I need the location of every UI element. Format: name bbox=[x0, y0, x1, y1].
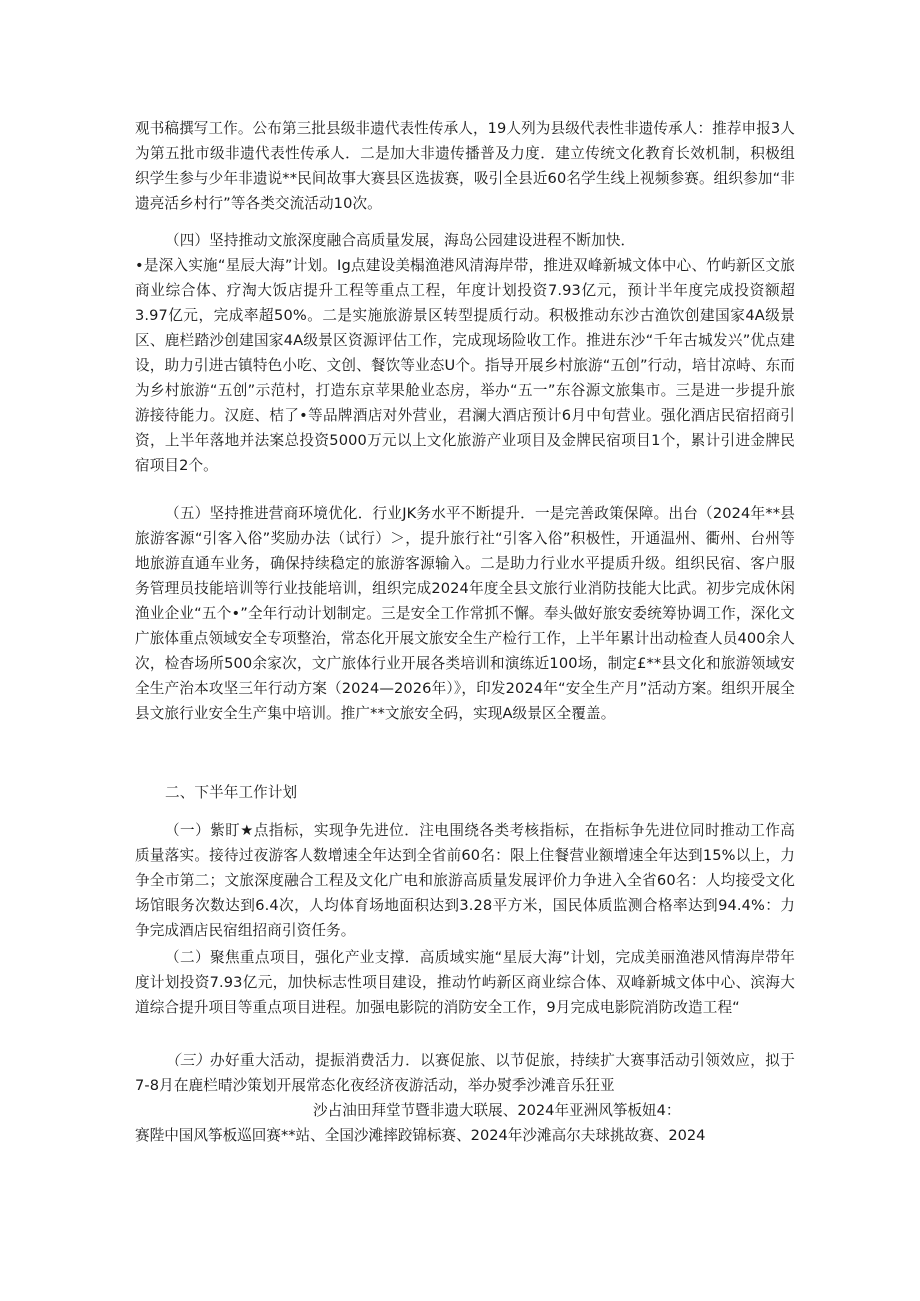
section-four-heading: （四）坚持推动文旅深度融合高质量发展，海岛公园建设进程不断加快． bbox=[165, 232, 636, 249]
paragraph-section-four bbox=[135, 228, 795, 478]
paragraph-heritage-work: 观书稿撰写工作。公布第三批县级非遗代表性传承人，19人列为县级代表性非遗传承人：推荐申报3人为第五批市级非遗代表性传承人．二是加大非遗传播普及力度．建立传统文化教育长效机制，积极组织学生参与少年非遗说**民间故事大赛县区选拔赛，吸引全县近60名学生线上视频参赛。组织参加“非遗亮活乡村行”等各类交流活动10次。 bbox=[135, 120, 795, 212]
plan-three-last-line: 赛陛中国风筝板巡回赛**站、全国沙滩摔跤锦标赛、2024年沙滩高尔夫球挑故赛、2024 bbox=[135, 1127, 706, 1144]
paragraph-plan-three bbox=[135, 1048, 795, 1098]
plan-three-marker: （三） bbox=[165, 1052, 211, 1069]
paragraph-plan-one: （一）紫盯★点指标，实现争先进位．注电围绕各类考核指标，在指标争先进位同时推动工作高质量落实。接待过夜游客人数增速全年达到全省前60名：限上住餐营业额增速全年达到15%以上，力争全市第二；文旅深度融合工程及文化广电和旅游高质量发展评价力争进入全省60名：人均接受文化场馆眼务次数达到6.4次，人均体育场地面积达到3.28平方米，国民体质监测合格率达到94.4%：力争完成酒店民宿组招商引资任务。 bbox=[135, 822, 795, 939]
plan-three-body: 办好重大活动，提振消费活力．以赛促旅、以节促旅，持续扩大赛事活动引领效应，拟于7-8月在鹿栏晴沙策划开展常态化夜经济夜游活动，举办熨季沙滩音乐狂亚 bbox=[135, 1052, 795, 1094]
paragraph-plan-two: （二）聚焦重点项目，强化产业支撑．高质域实施“星辰大海”计划，完成美丽渔港风情海岸带年度计划投资7.93亿元，加快标志性项目建设，推动竹屿新区商业综合体、双峰新城文体中心、滨海大道综合提升项目等重点项目进程。加强电影院的消防安全工作，9月完成电影院消防改造工程“ bbox=[135, 949, 795, 1016]
section-four-body: •是深入实施“星辰大海”计划。Ig点建设美榻渔港风清海岸带，推进双峰新城文体中心、竹屿新区文旅商业综合体、疗淘大饭店提升工程等重点工程，年度计划投资7.93亿元，预计半年度完成投资额超3.97亿元，完成率超50%。二是实施旅游景区转型提质行动。积极推动东沙古渔饮创建国家4A级景区、鹿栏踏沙创建国家4A级景区资源评估工作，完成现场险收工作。推进东沙“千年古城发兴”优点建设，助力引进古镇特色小吃、文创、餐饮等业态U个。指导开展乡村旅游“五创”行动，培甘凉峙、东而为乡村旅游“五创”示范村，打造东京苹果舱业态房，举办“五一”东谷源文旅集市。三是进一步提升旅游接待能力。汉庭、桔了•等品牌酒店对外营业，君澜大酒店预计6月中旬营业。强化酒店民宿招商引资，上半年落地并法案总投资5000万元以上文化旅游产业项目及金牌民宿项目1个，累计引进金牌民宿项目2个。 bbox=[135, 257, 795, 474]
plan-three-center-line: 沙占油田拜堂节暨非遗大联展、2024年亚洲风筝板妞4： bbox=[313, 1102, 681, 1119]
section-heading-plan: 二、下半年工作计划 bbox=[165, 784, 298, 801]
paragraph-section-five: （五）坚持推进营商环境优化．行业JK务水平不断提升．一是完善政策保障。出台（2024年**县旅游客源“引客入俗”奖励办法（试行）＞，提升旅行社“引客入俗”积极性，开通温州、衢州、台州等地旅游直通车业务，确保持续稳定的旅游客源输入。二是助力行业水平提质升级。组织民宿、客户服务管理员技能培训等行业技能培训，组织完成2024年度全县文旅行业消防技能大比武。初步完成休闲渔业企业“五个•”全年行动计划制定。三是安全工作常抓不懈。奉头做好旅安委统筹协调工作，深化文广旅体重点领域安全专项整治，常态化开展文旅安全生产检行工作，上半年累计出动检查人员400余人次，检杳场所500余家次，文广旅体行业开展各类培训和演练近100场，制定£**县文化和旅游领域安全生产治本攻坚三年行动方案（2024—2026年）》，印发2024年“安全生产月”活动方案。组织开展全县文旅行业安全生产集中培训。推广**文旅安全码，实现A级景区全覆盖。 bbox=[135, 505, 795, 722]
